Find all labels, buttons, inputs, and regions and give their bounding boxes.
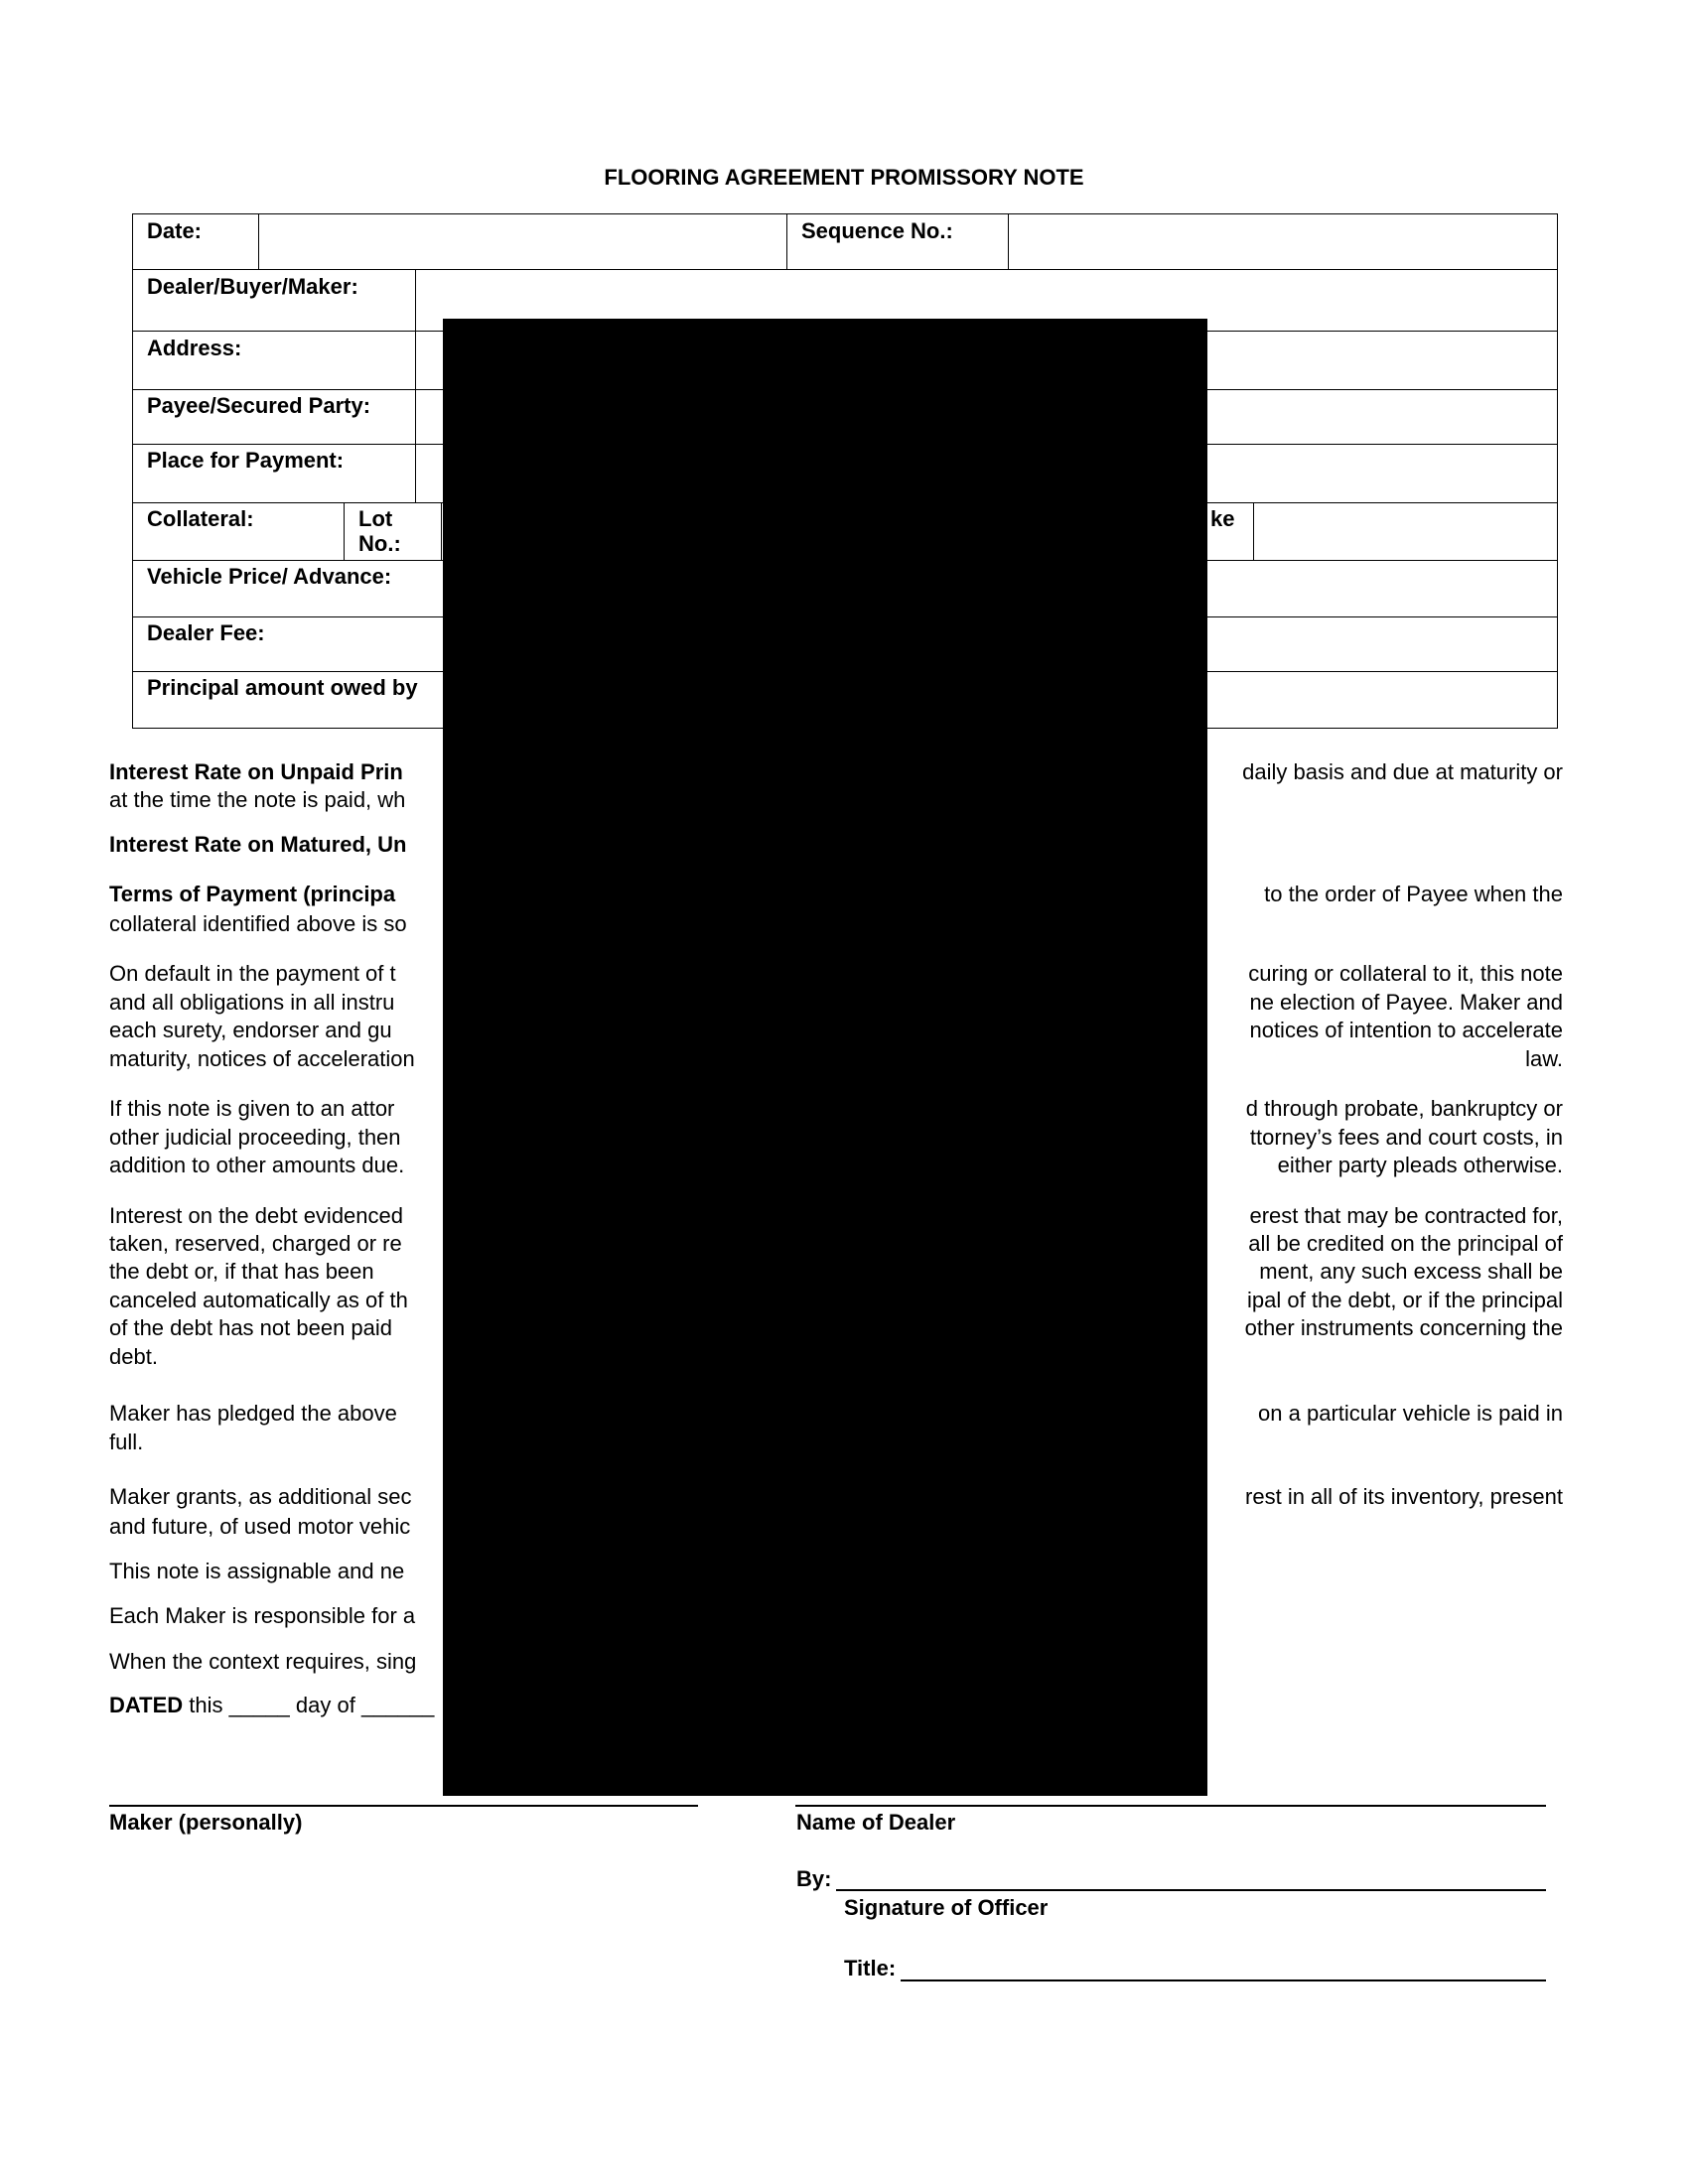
- body-line-left: maturity, notices of acceleration: [109, 1046, 415, 1071]
- body-line-right: ment, any such excess shall be: [1259, 1259, 1563, 1284]
- payee-label: Payee/Secured Party:: [147, 393, 371, 418]
- body-line-left: full.: [109, 1430, 144, 1454]
- body-line-right: d through probate, bankruptcy or: [1245, 1096, 1563, 1121]
- vehicle-price-label: Vehicle Price/ Advance:: [147, 564, 392, 589]
- body-line-left: Interest Rate on Unpaid Prin: [109, 759, 403, 784]
- maker-signature-line[interactable]: [109, 1805, 698, 1807]
- maker-signature-label: Maker (personally): [109, 1810, 303, 1835]
- body-line-left: Maker grants, as additional sec: [109, 1484, 412, 1509]
- address-label-cell: [132, 331, 416, 390]
- body-line-left: and future, of used motor vehic: [109, 1514, 411, 1539]
- body-line-right: ipal of the debt, or if the principal: [1247, 1288, 1563, 1312]
- body-line-right: ne election of Payee. Maker and: [1249, 990, 1563, 1015]
- body-line-left: at the time the note is paid, wh: [109, 787, 406, 812]
- body-line-left: and all obligations in all instru: [109, 990, 395, 1015]
- body-line-right: on a particular vehicle is paid in: [1258, 1401, 1563, 1426]
- body-line-left: If this note is given to an attor: [109, 1096, 395, 1121]
- lot-label-line1: Lot: [358, 506, 393, 531]
- body-line-left: Maker has pledged the above: [109, 1401, 397, 1426]
- by-label: By:: [796, 1866, 832, 1891]
- dealer-label: Dealer/Buyer/Maker:: [147, 274, 358, 299]
- vehicle-price-label-cell: [132, 560, 444, 617]
- make-label: ke: [1210, 506, 1235, 531]
- sequence-field[interactable]: [1008, 213, 1558, 270]
- lot-label-line2: No.:: [358, 531, 401, 556]
- title-label: Title:: [844, 1956, 897, 1980]
- body-line-left: debt.: [109, 1344, 158, 1369]
- body-line-left: other judicial proceeding, then: [109, 1125, 401, 1150]
- collateral-label: Collateral:: [147, 506, 254, 531]
- body-line-right: law.: [1525, 1046, 1563, 1071]
- payee-label-cell: [132, 389, 416, 445]
- body-line-left: the debt or, if that has been: [109, 1259, 374, 1284]
- body-line-right: other instruments concerning the: [1244, 1315, 1563, 1340]
- dated-label: DATED: [109, 1693, 184, 1717]
- principal-label: Principal amount owed by: [147, 675, 418, 700]
- dated-text: this _____ day of ______: [183, 1693, 435, 1717]
- dealer-fee-label-cell: [132, 616, 444, 672]
- body-line-right: either party pleads otherwise.: [1277, 1153, 1563, 1177]
- dealer-label-cell: [132, 269, 416, 332]
- place-label: Place for Payment:: [147, 448, 345, 473]
- body-line-left: canceled automatically as of th: [109, 1288, 408, 1312]
- date-field[interactable]: [258, 213, 787, 270]
- body-line-right: ttorney’s fees and court costs, in: [1249, 1125, 1563, 1150]
- dated-line: [109, 1693, 434, 1718]
- dealer-name-line[interactable]: [795, 1805, 1546, 1807]
- body-line-left: On default in the payment of t: [109, 961, 396, 986]
- body-line-left: each surety, endorser and gu: [109, 1018, 392, 1042]
- dealer-fee-label: Dealer Fee:: [147, 620, 265, 645]
- body-line-right: notices of intention to accelerate: [1249, 1018, 1563, 1042]
- body-line-left: This note is assignable and ne: [109, 1559, 405, 1583]
- redaction-box: [443, 319, 1207, 1796]
- body-line-left: addition to other amounts due.: [109, 1153, 405, 1177]
- body-line-right: erest that may be contracted for,: [1249, 1203, 1563, 1228]
- document-title: FLOORING AGREEMENT PROMISSORY NOTE: [604, 165, 1084, 190]
- body-line-right: to the order of Payee when the: [1264, 882, 1563, 906]
- sequence-label-cell: [786, 213, 1009, 270]
- body-line-left: collateral identified above is so: [109, 911, 407, 936]
- make-field[interactable]: [1253, 502, 1558, 561]
- officer-title-line[interactable]: [901, 1979, 1546, 1981]
- body-line-left: Terms of Payment (principa: [109, 882, 396, 906]
- body-line-left: of the debt has not been paid: [109, 1315, 393, 1340]
- dealer-name-label: Name of Dealer: [796, 1810, 956, 1835]
- body-line-right: daily basis and due at maturity or: [1242, 759, 1563, 784]
- body-line-right: rest in all of its inventory, present: [1245, 1484, 1563, 1509]
- officer-signature-label: Signature of Officer: [844, 1895, 1049, 1920]
- place-label-cell: [132, 444, 416, 503]
- address-label: Address:: [147, 336, 242, 360]
- body-line-left: When the context requires, sing: [109, 1649, 417, 1674]
- date-label: Date:: [147, 218, 203, 243]
- lot-label-cell: [344, 502, 442, 561]
- body-line-left: Interest Rate on Matured, Un: [109, 832, 407, 857]
- body-line-left: Interest on the debt evidenced: [109, 1203, 403, 1228]
- principal-label-cell: [132, 671, 444, 729]
- sequence-label: Sequence No.:: [801, 218, 953, 243]
- date-label-cell: [132, 213, 259, 270]
- body-line-left: Each Maker is responsible for a: [109, 1603, 416, 1628]
- officer-signature-line[interactable]: [836, 1889, 1546, 1891]
- body-line-right: curing or collateral to it, this note: [1248, 961, 1563, 986]
- body-line-left: taken, reserved, charged or re: [109, 1231, 402, 1256]
- body-line-right: all be credited on the principal of: [1248, 1231, 1563, 1256]
- collateral-label-cell: [132, 502, 345, 561]
